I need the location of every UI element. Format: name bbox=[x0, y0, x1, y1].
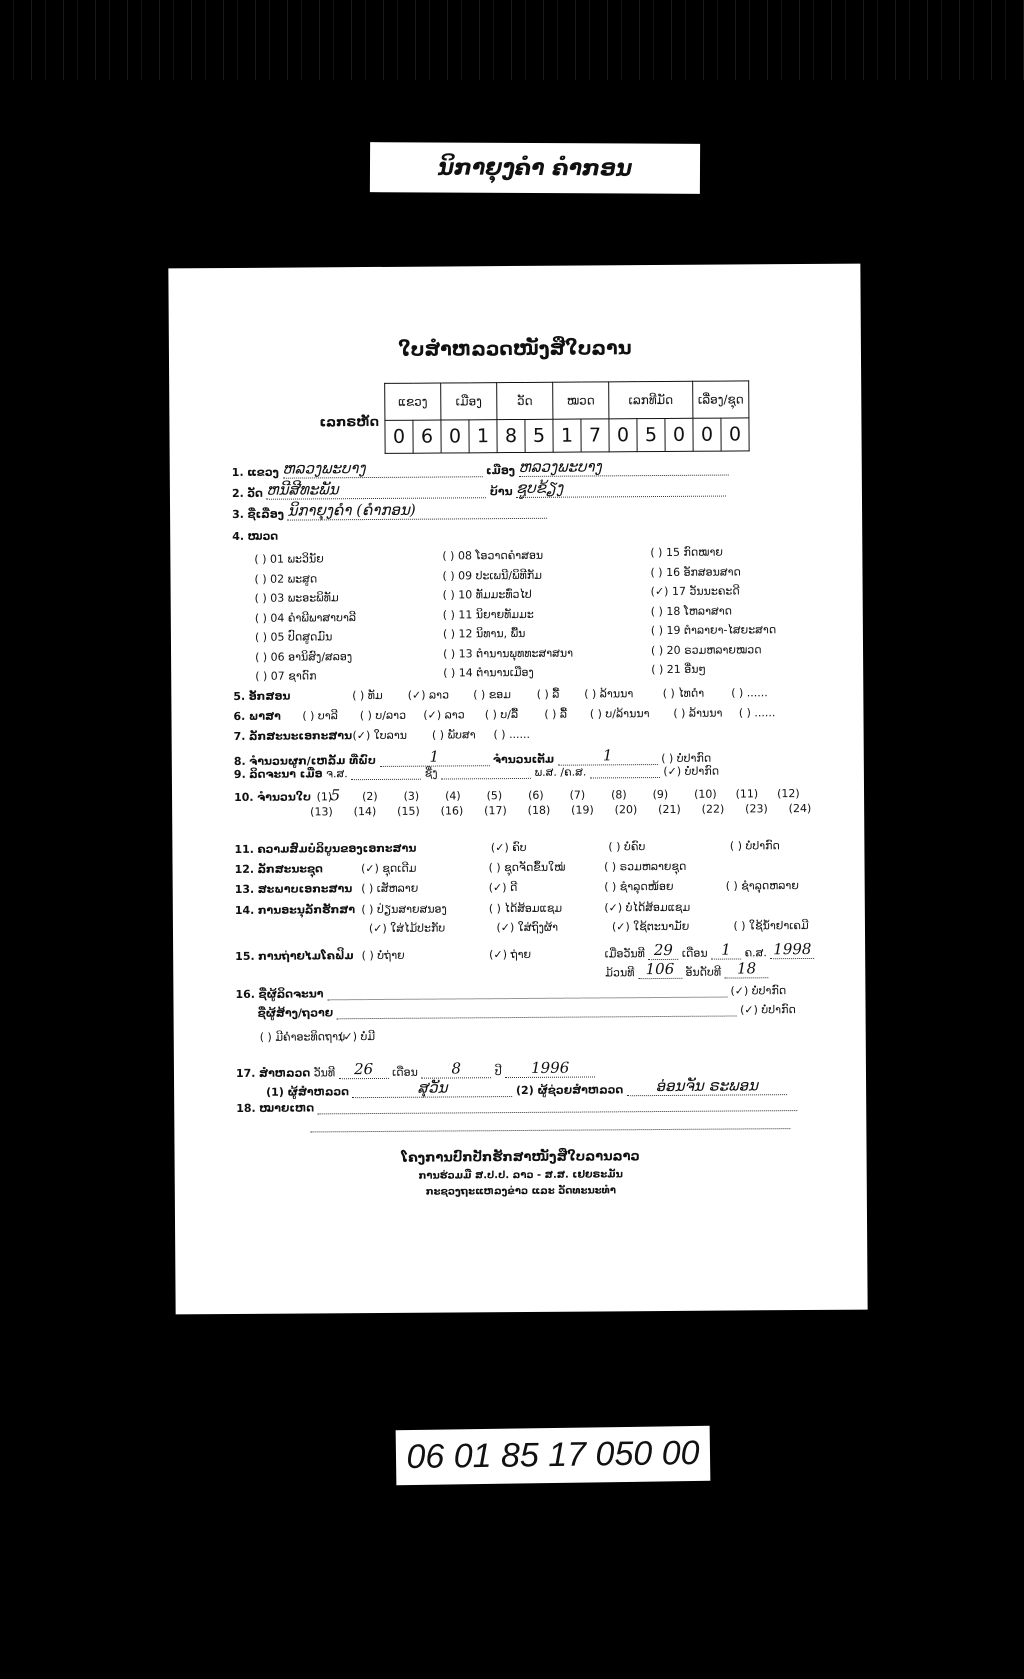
surveyor-name: ສຸວັນ bbox=[352, 1078, 512, 1098]
language-option[interactable]: ( ) ບ/ລ້ານນາ bbox=[589, 707, 650, 721]
script-option[interactable]: ( ) ໄທດຳ bbox=[662, 686, 705, 700]
language-option[interactable]: ( ) ບາລີ bbox=[302, 709, 338, 723]
language-option[interactable]: ( ) ລື້ bbox=[544, 707, 568, 721]
script-option[interactable]: ( ) ...... bbox=[731, 686, 768, 700]
field-notes: 18. ໝາຍເຫດ bbox=[236, 1098, 797, 1115]
id-header: ໝວດ bbox=[553, 382, 609, 419]
field-preservation-row-2 bbox=[369, 919, 809, 935]
field-set-type: 12. ລັກສະນະຊຸດ (✓) ຊຸດເດີມ ( ) ຊຸດຈັດຂຶ້ນໃໝ່ ( ) ຣວມຫລາຍຊຸດ bbox=[234, 859, 687, 876]
field-province: 1. ແຂວງ ຫລວງພະບາງ ເມືອງ ຫລວງພະບາງ bbox=[232, 457, 729, 479]
id-digit: 6 bbox=[413, 420, 441, 453]
completeness-option[interactable]: ( ) ບໍ່ຄົບ bbox=[608, 840, 646, 854]
survey-day: 26 bbox=[339, 1060, 389, 1079]
microfilm-option[interactable]: ( ) ບໍ່ຖ່າຍ bbox=[361, 948, 405, 963]
field-surveyors: (1) ຜູ້ສຳຫລວດ ສຸວັນ (2) ຜູ້ຊ່ວຍສຳຫລວດ ອ່ອນຈັນ ຣະພອນ bbox=[266, 1076, 787, 1099]
title-label-text: ນິກາຍຸງຄຳ ຄຳກອນ bbox=[437, 154, 633, 182]
province-value: ຫລວງພະບາງ bbox=[282, 458, 482, 478]
assistant-surveyor-name: ອ່ອນຈັນ ຣະພອນ bbox=[627, 1076, 787, 1096]
category-option[interactable]: ( ) 08 ໂອວາດຄຳສອນ bbox=[442, 548, 544, 563]
field-preservation: 14. ການອະນຸລັກຮັກສາ ( ) ປ່ຽນສາຍສນອງ ( ) ໄດ້ສ້ອມແຊມ (✓) ບໍ່ໄດ້ສ້ອມແຊມ bbox=[234, 900, 691, 917]
category-option[interactable]: ( ) 15 ກົດໝາຍ bbox=[650, 545, 724, 560]
id-code-table bbox=[384, 380, 749, 454]
category-option[interactable]: ( ) 13 ຕຳນານພຸທທະສາສນາ bbox=[443, 646, 574, 661]
survey-form-page bbox=[168, 264, 867, 1315]
field-category: 4. ໝວດ bbox=[232, 529, 279, 543]
microfilm-month: 1 bbox=[711, 940, 741, 959]
field-language: 6. ພາສາ ( ) ບາລີ ( ) ບ/ລາວ (✓) ລາວ ( ) ບ/ລື້ ( ) ລື້ ( ) ບ/ລ້ານນາ ( ) ລ້ານນາ ( ) ...... bbox=[233, 706, 776, 723]
dedication-option[interactable]: ( ) ມີຄຳອະທິດຖານ bbox=[259, 1030, 346, 1044]
microfilm-option[interactable]: (✓) ຖ່າຍ bbox=[489, 947, 532, 962]
category-option[interactable]: ( ) 19 ຕຳລາຍາ-ໄສຍະສາດ bbox=[650, 623, 777, 638]
category-option[interactable]: ( ) 06 ອານິສົງ/ສລອງ bbox=[255, 649, 353, 664]
condition-option[interactable]: ( ) ຊຳລຸດໜ້ອຍ bbox=[604, 879, 674, 894]
id-digit: 0 bbox=[693, 418, 721, 451]
microfilm-year: 1998 bbox=[770, 940, 814, 959]
language-option[interactable]: (✓) ລາວ bbox=[423, 708, 465, 722]
id-digit: 7 bbox=[581, 419, 609, 452]
category-option[interactable]: ( ) 10 ທັມມະທົ່ວໄປ bbox=[442, 587, 532, 602]
id-digit: 1 bbox=[553, 419, 581, 452]
leaf-count-row-2: (13) (14) (15) (16) (17) (18) (19) (20) (21) (22) (23) (24) bbox=[310, 801, 812, 819]
category-option[interactable]: ( ) 12 ນິທານ, ພື້ນ bbox=[442, 626, 526, 641]
category-option[interactable]: ( ) 07 ຊາດົກ bbox=[255, 669, 317, 683]
preservation-option[interactable]: (✓) ໃຊ້ຕະນາມັຍ bbox=[611, 919, 690, 934]
language-option[interactable]: ( ) ລ້ານນາ bbox=[673, 706, 723, 720]
id-header: ວັດ bbox=[497, 382, 553, 419]
id-digit: 0 bbox=[385, 420, 413, 453]
project-name: ໂຄງການປົກປັກຮັກສາໜັງສືໃບລານລາວ bbox=[401, 1149, 640, 1166]
donor-unknown-option[interactable]: (✓) ບໍ່ປາກົດ bbox=[740, 1003, 796, 1017]
category-option[interactable]: ( ) 05 ປົດສູດມົນ bbox=[254, 630, 333, 644]
preservation-option[interactable]: (✓) ໃສ່ຖົງຜ້າ bbox=[496, 920, 559, 935]
project-partnership: ການຮ່ວມມື ສ.ປ.ປ. ລາວ - ສ.ສ. ເຢຍຣະມັນ bbox=[418, 1169, 623, 1182]
notes-line-2 bbox=[310, 1116, 790, 1132]
condition-option[interactable]: (✓) ດີ bbox=[488, 881, 518, 895]
id-digit: 0 bbox=[609, 419, 637, 452]
preservation-option[interactable]: ( ) ໃຊ້ນ້ຳຢາເຄມີ bbox=[733, 918, 809, 933]
id-code-label: ເລກຣຫັດ bbox=[319, 414, 380, 431]
script-option[interactable]: (✓) ລາວ bbox=[407, 688, 450, 702]
field-scribe: 16. ຊື່ຜູ້ລິດຈະນາ (✓) ບໍ່ປາກົດ bbox=[235, 984, 787, 1001]
id-digit: 0 bbox=[441, 420, 469, 453]
condition-option[interactable]: ( ) ເສັຫລາຍ bbox=[361, 881, 419, 896]
field-leaf-count: 10. ຈຳນວນໃບ (1)5 (2) (3) (4) (5) (6) (7) (8) (9) (10) (11) (12) bbox=[234, 786, 800, 805]
language-option[interactable]: ( ) ບ/ລາວ bbox=[359, 708, 407, 723]
field-condition: 13. ສະພາບເອກະສານ ( ) ເສັຫລາຍ (✓) ດີ ( ) ຊຳລຸດໜ້ອຍ ( ) ຊຳລຸດຫລາຍ bbox=[234, 879, 799, 896]
id-digit: 8 bbox=[497, 419, 525, 452]
material-option[interactable]: (✓) ໃບລານ bbox=[352, 728, 408, 743]
survey-month: 8 bbox=[421, 1059, 491, 1078]
category-col-3 bbox=[650, 542, 776, 679]
temple-value: ຫນີສີທະພັນ bbox=[266, 479, 486, 500]
category-option[interactable]: ( ) 01 ພະວິນັຍ bbox=[254, 552, 324, 566]
script-option[interactable]: ( ) ລື້ bbox=[536, 687, 560, 701]
scan-noise-strip bbox=[0, 0, 1024, 80]
sequence-number: 18 bbox=[724, 959, 768, 978]
category-option[interactable]: ( ) 16 ອັກສອນສາດ bbox=[650, 564, 741, 579]
language-option[interactable]: ( ) ບ/ລື້ bbox=[484, 707, 519, 722]
set-type-option[interactable]: ( ) ຣວມຫລາຍຊຸດ bbox=[604, 859, 687, 874]
preservation-option[interactable]: (✓) ໃສ່ໄມ້ປະກັບ bbox=[368, 921, 446, 936]
category-option[interactable]: ( ) 09 ປະເພນີ/ພິທີກັມ bbox=[442, 568, 542, 583]
preservation-option[interactable]: ( ) ໄດ້ສ້ອມແຊມ bbox=[488, 901, 563, 916]
id-digit: 5 bbox=[637, 418, 665, 451]
material-option[interactable]: ( ) ...... bbox=[493, 727, 531, 742]
script-option[interactable]: ( ) ຂອມ bbox=[473, 688, 512, 702]
manuscript-code-text: 06 01 85 17 050 00 bbox=[406, 1433, 700, 1477]
title-label-card bbox=[370, 142, 700, 194]
preservation-option[interactable]: ( ) ປ່ຽນສາຍສນອງ bbox=[361, 902, 447, 917]
category-option[interactable]: ( ) 18 ໂຫລາສາດ bbox=[650, 604, 733, 618]
category-option[interactable]: ( ) 11 ນິຍາຍທັມມະ bbox=[442, 607, 534, 622]
bundles-found-value: 1 bbox=[379, 747, 489, 767]
field-completeness: 11. ຄວາມສົມບໍລິບູນຂອງເອກະສານ (✓) ຄົບ ( ) ບໍ່ຄົບ ( ) ບໍ່ປາກົດ bbox=[234, 839, 780, 856]
district-value: ຫລວງພະບາງ bbox=[518, 457, 728, 477]
script-option[interactable]: ( ) ທັມ bbox=[352, 688, 383, 703]
field-inscription-date: 9. ລິດຈະນາ ເມື່ອ ຈ.ສ. ຊື່ງ ພ.ສ. /ຄ.ສ. (✓) ບໍ່ປາກົດ bbox=[233, 764, 720, 781]
field-script: 5. ອັກສອນ ( ) ທັມ (✓) ລາວ ( ) ຂອມ ( ) ລື້ ( ) ລ້ານນາ ( ) ໄທດຳ ( ) ...... bbox=[233, 686, 768, 703]
manuscript-code-card bbox=[396, 1426, 711, 1485]
field-donor: ຊື່ຜູ້ສ້າງ/ຖວາຍ (✓) ບໍ່ປາກົດ bbox=[257, 1003, 796, 1020]
id-header: ເມືອງ bbox=[441, 383, 497, 420]
category-option[interactable]: ( ) 04 ຄຳພີພາສາບາລີ bbox=[254, 610, 357, 625]
preservation-option[interactable]: (✓) ບໍ່ໄດ້ສ້ອມແຊມ bbox=[604, 900, 691, 915]
id-digit: 0 bbox=[665, 418, 693, 451]
field-survey-date: 17. ສຳຫລວດ ວັນທີ 26 ເດືອນ 8 ປີ 1996 bbox=[236, 1058, 595, 1080]
bundles-total-value: 1 bbox=[558, 746, 658, 766]
category-col-2 bbox=[442, 546, 573, 683]
id-digit: 5 bbox=[525, 419, 553, 452]
project-ministry: ກະຊວງຖະແຫລງຂ່າວ ແລະ ວັດທະນະທຳ bbox=[425, 1185, 616, 1198]
id-header: ເລື່ອງ/ຊຸດ bbox=[693, 381, 749, 418]
category-option[interactable]: ( ) 21 ອື່ນໆ bbox=[651, 662, 706, 677]
category-option[interactable]: (✓) 17 ວັນນະຄະດີ bbox=[650, 584, 740, 599]
scribe-unknown-option[interactable]: (✓) ບໍ່ປາກົດ bbox=[730, 984, 787, 998]
field-dedication bbox=[260, 1030, 375, 1044]
language-option[interactable]: ( ) ...... bbox=[738, 706, 776, 720]
set-type-option[interactable]: ( ) ຊຸດຈັດຂຶ້ນໃໝ່ bbox=[488, 860, 566, 875]
dedication-option[interactable]: (✓) ບໍ່ມີ bbox=[339, 1030, 376, 1044]
field-material: 7. ລັກສະນະເອກະສານ (✓) ໃບລານ ( ) ພັບສາ ( ) ...... bbox=[233, 727, 531, 743]
field-bundle-count: 8. ຈຳນວນຜູກ/ເຫລັ້ມ ທີ່ພົບ 1 ຈຳນວນເຕັມ 1 ( ) ບໍ່ປາກົດ bbox=[233, 746, 712, 768]
completeness-option[interactable]: ( ) ບໍ່ປາກົດ bbox=[729, 839, 780, 853]
survey-year: 1996 bbox=[505, 1058, 595, 1078]
category-option[interactable]: ( ) 14 ຕຳນານເມືອງ bbox=[443, 665, 534, 680]
date-unknown-option[interactable]: (✓) ບໍ່ປາກົດ bbox=[663, 764, 720, 778]
category-option[interactable]: ( ) 20 ຣວມຫລາຍໝວດ bbox=[650, 642, 762, 657]
set-type-option[interactable]: (✓) ຊຸດເດີມ bbox=[361, 861, 417, 876]
material-option[interactable]: ( ) ພັບສາ bbox=[431, 728, 476, 742]
leaf-count-mark: 5 bbox=[330, 786, 341, 805]
village-value: ຊູບຂ້ຽງ bbox=[516, 478, 726, 498]
reel-number: 106 bbox=[638, 960, 682, 979]
field-temple: 2. ວັດ ຫນີສີທະພັນ ບ້ານ ຊູບຂ້ຽງ bbox=[232, 478, 726, 500]
field-microfilm: 15. ການຖ່າຍໄມໂຄຟິມ ( ) ບໍ່ຖ່າຍ (✓) ຖ່າຍ ເມື່ອວັນທີ 29 ເດືອນ 1 ຄ.ສ. 1998 bbox=[235, 940, 814, 963]
id-header: ແຂວງ bbox=[385, 383, 441, 420]
form-title: ໃບສຳຫລວດໜັງສືໃບລານ bbox=[398, 337, 632, 361]
bundle-unknown-option[interactable]: ( ) ບໍ່ປາກົດ bbox=[661, 751, 712, 765]
id-digit: 1 bbox=[469, 420, 497, 453]
id-digit: 0 bbox=[721, 418, 749, 451]
completeness-option[interactable]: (✓) ຄົບ bbox=[490, 840, 527, 855]
title-value: ນິກາຍຸງຄຳ (ຄຳກອນ) bbox=[287, 500, 547, 521]
id-header: ເລກທີມັດ bbox=[609, 381, 693, 419]
field-microfilm-reel: ມ້ວນທີ 106 ອັນດັບທີ 18 bbox=[605, 959, 768, 979]
field-title: 3. ຊື່ເລື່ອງ ນິກາຍຸງຄຳ (ຄຳກອນ) bbox=[232, 500, 548, 521]
category-option[interactable]: ( ) 02 ພະສູດ bbox=[254, 571, 318, 586]
condition-option[interactable]: ( ) ຊຳລຸດຫລາຍ bbox=[725, 879, 799, 893]
script-option[interactable]: ( ) ລ້ານນາ bbox=[584, 687, 634, 701]
category-col-1 bbox=[254, 549, 356, 686]
category-option[interactable]: ( ) 03 ພະອະພິທັມ bbox=[254, 591, 339, 605]
microfilm-day: 29 bbox=[648, 941, 678, 960]
